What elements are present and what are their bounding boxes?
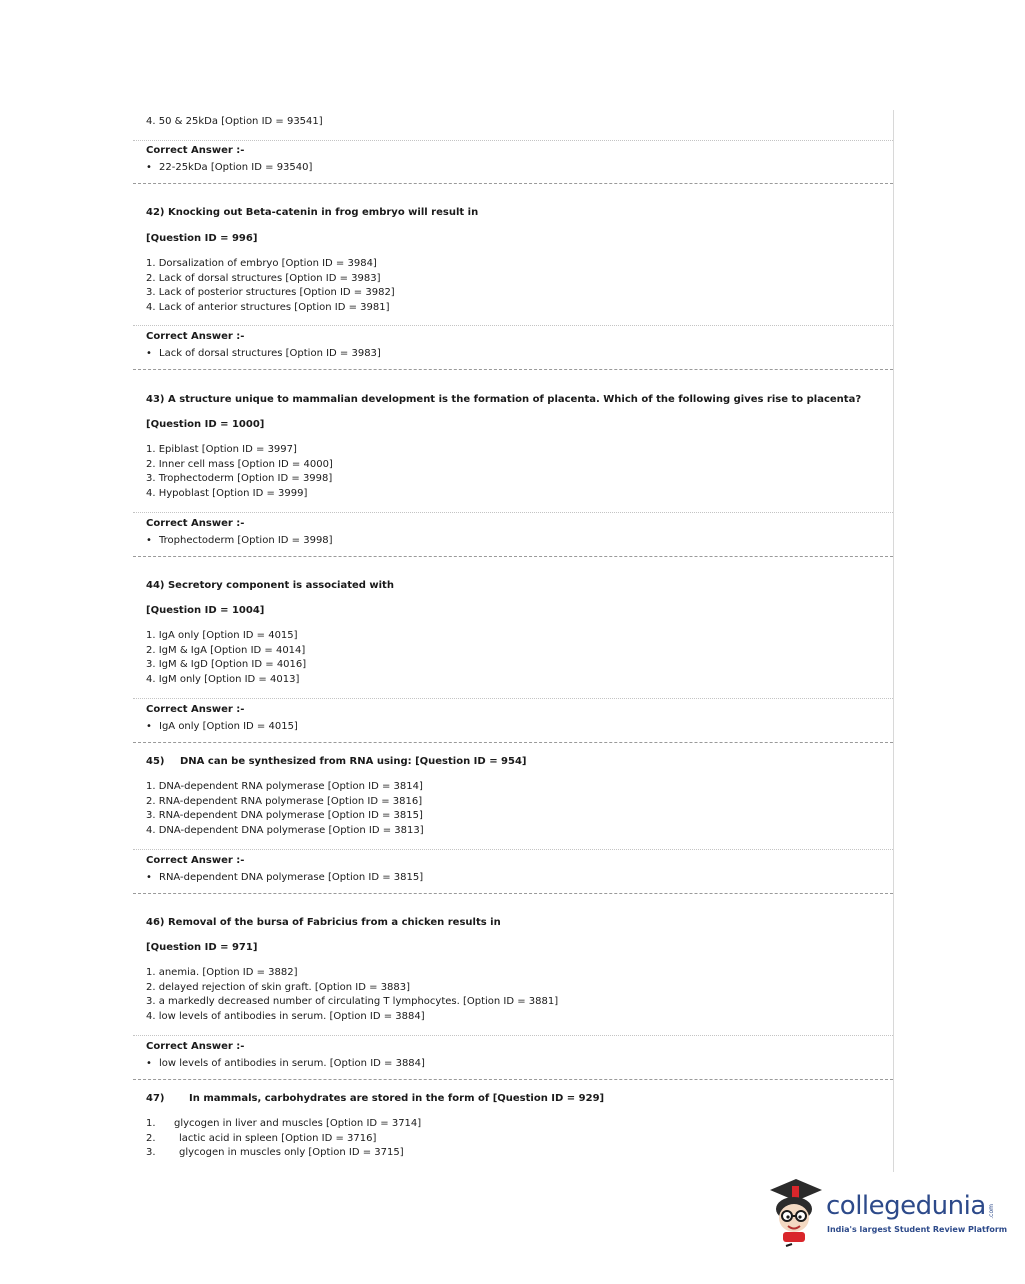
mascot-icon xyxy=(766,1176,828,1248)
correct-answer-label: Correct Answer :- xyxy=(146,1041,245,1052)
divider xyxy=(133,698,893,699)
correct-answer-label: Correct Answer :- xyxy=(146,518,245,529)
option-item: 1. IgA only [Option ID = 4015] xyxy=(146,630,298,641)
option-item: 4. 50 & 25kDa [Option ID = 93541] xyxy=(146,116,323,127)
question-separator xyxy=(133,742,893,743)
correct-answer: • Trophectoderm [Option ID = 3998] xyxy=(146,535,333,547)
option-item: 2. RNA-dependent RNA polymerase [Option ID = 3816] xyxy=(146,796,423,807)
option-item: 4. Lack of anterior structures [Option ID = 3981] xyxy=(146,302,390,313)
question-separator xyxy=(133,556,893,557)
question-paper-page xyxy=(133,110,894,1172)
question-title: 44) Secretory component is associated with xyxy=(146,580,394,591)
logo-domain-suffix: .com xyxy=(988,1204,995,1219)
correct-answer-label: Correct Answer :- xyxy=(146,145,245,156)
question-title: 42) Knocking out Beta-catenin in frog embryo will result in xyxy=(146,207,479,218)
question-id: [Question ID = 996] xyxy=(146,233,258,244)
question-title: 43) A structure unique to mammalian development is the formation of placenta. Which of the following gives rise to placenta? xyxy=(146,394,862,405)
option-item: 1. Epiblast [Option ID = 3997] xyxy=(146,444,297,455)
divider xyxy=(133,512,893,513)
option-item: 3. a markedly decreased number of circulating T lymphocytes. [Option ID = 3881] xyxy=(146,996,559,1007)
option-item: 1. DNA-dependent RNA polymerase [Option ID = 3814] xyxy=(146,781,423,792)
correct-answer-label: Correct Answer :- xyxy=(146,704,245,715)
option-item: 2. Lack of dorsal structures [Option ID = 3983] xyxy=(146,273,381,284)
option-item: 2. Inner cell mass [Option ID = 4000] xyxy=(146,459,333,470)
logo-tagline: India's largest Student Review Platform xyxy=(827,1225,1008,1234)
question-separator xyxy=(133,183,893,184)
option-item: 4. DNA-dependent DNA polymerase [Option ID = 3813] xyxy=(146,825,424,836)
option-item: 2. IgM & IgA [Option ID = 4014] xyxy=(146,645,306,656)
option-item: 2. delayed rejection of skin graft. [Option ID = 3883] xyxy=(146,982,411,993)
question-separator xyxy=(133,1079,893,1080)
correct-answer: • IgA only [Option ID = 4015] xyxy=(146,721,298,733)
question-title: 45) DNA can be synthesized from RNA using: [Question ID = 954] xyxy=(146,756,527,767)
question-separator xyxy=(133,369,893,370)
option-item: 3. Trophectoderm [Option ID = 3998] xyxy=(146,473,333,484)
question-number: 45) xyxy=(146,756,165,767)
question-id: [Question ID = 971] xyxy=(146,942,258,953)
divider xyxy=(133,140,893,141)
option-item: 4. Hypoblast [Option ID = 3999] xyxy=(146,488,308,499)
divider xyxy=(133,325,893,326)
question-id: [Question ID = 1000] xyxy=(146,419,265,430)
option-item: 3. Lack of posterior structures [Option ID = 3982] xyxy=(146,287,395,298)
correct-answer: • 22-25kDa [Option ID = 93540] xyxy=(146,162,312,174)
option-item: 4. low levels of antibodies in serum. [Option ID = 3884] xyxy=(146,1011,425,1022)
question-id: [Question ID = 1004] xyxy=(146,605,265,616)
option-item: 1. glycogen in liver and muscles [Option ID = 3714] xyxy=(146,1118,422,1129)
option-item: 3. RNA-dependent DNA polymerase [Option ID = 3815] xyxy=(146,810,423,821)
option-item: 2. lactic acid in spleen [Option ID = 3716] xyxy=(146,1133,377,1144)
question-title: 47) In mammals, carbohydrates are stored in the form of [Question ID = 929] xyxy=(146,1093,605,1104)
option-item: 1. Dorsalization of embryo [Option ID = 3984] xyxy=(146,258,377,269)
option-item: 1. anemia. [Option ID = 3882] xyxy=(146,967,298,978)
question-number: 47) xyxy=(146,1093,165,1104)
correct-answer-label: Correct Answer :- xyxy=(146,331,245,342)
question-title: 46) Removal of the bursa of Fabricius from a chicken results in xyxy=(146,917,501,928)
correct-answer: • RNA-dependent DNA polymerase [Option ID = 3815] xyxy=(146,872,423,884)
option-item: 3. glycogen in muscles only [Option ID = 3715] xyxy=(146,1147,404,1158)
correct-answer: • low levels of antibodies in serum. [Option ID = 3884] xyxy=(146,1058,425,1070)
option-item: 3. IgM & IgD [Option ID = 4016] xyxy=(146,659,307,670)
correct-answer-label: Correct Answer :- xyxy=(146,855,245,866)
logo-wordmark: collegedunia xyxy=(826,1191,986,1221)
divider xyxy=(133,849,893,850)
question-separator xyxy=(133,893,893,894)
divider xyxy=(133,1035,893,1036)
option-item: 4. IgM only [Option ID = 4013] xyxy=(146,674,300,685)
correct-answer: • Lack of dorsal structures [Option ID = 3983] xyxy=(146,348,381,360)
collegedunia-logo[interactable] xyxy=(766,1176,1008,1248)
